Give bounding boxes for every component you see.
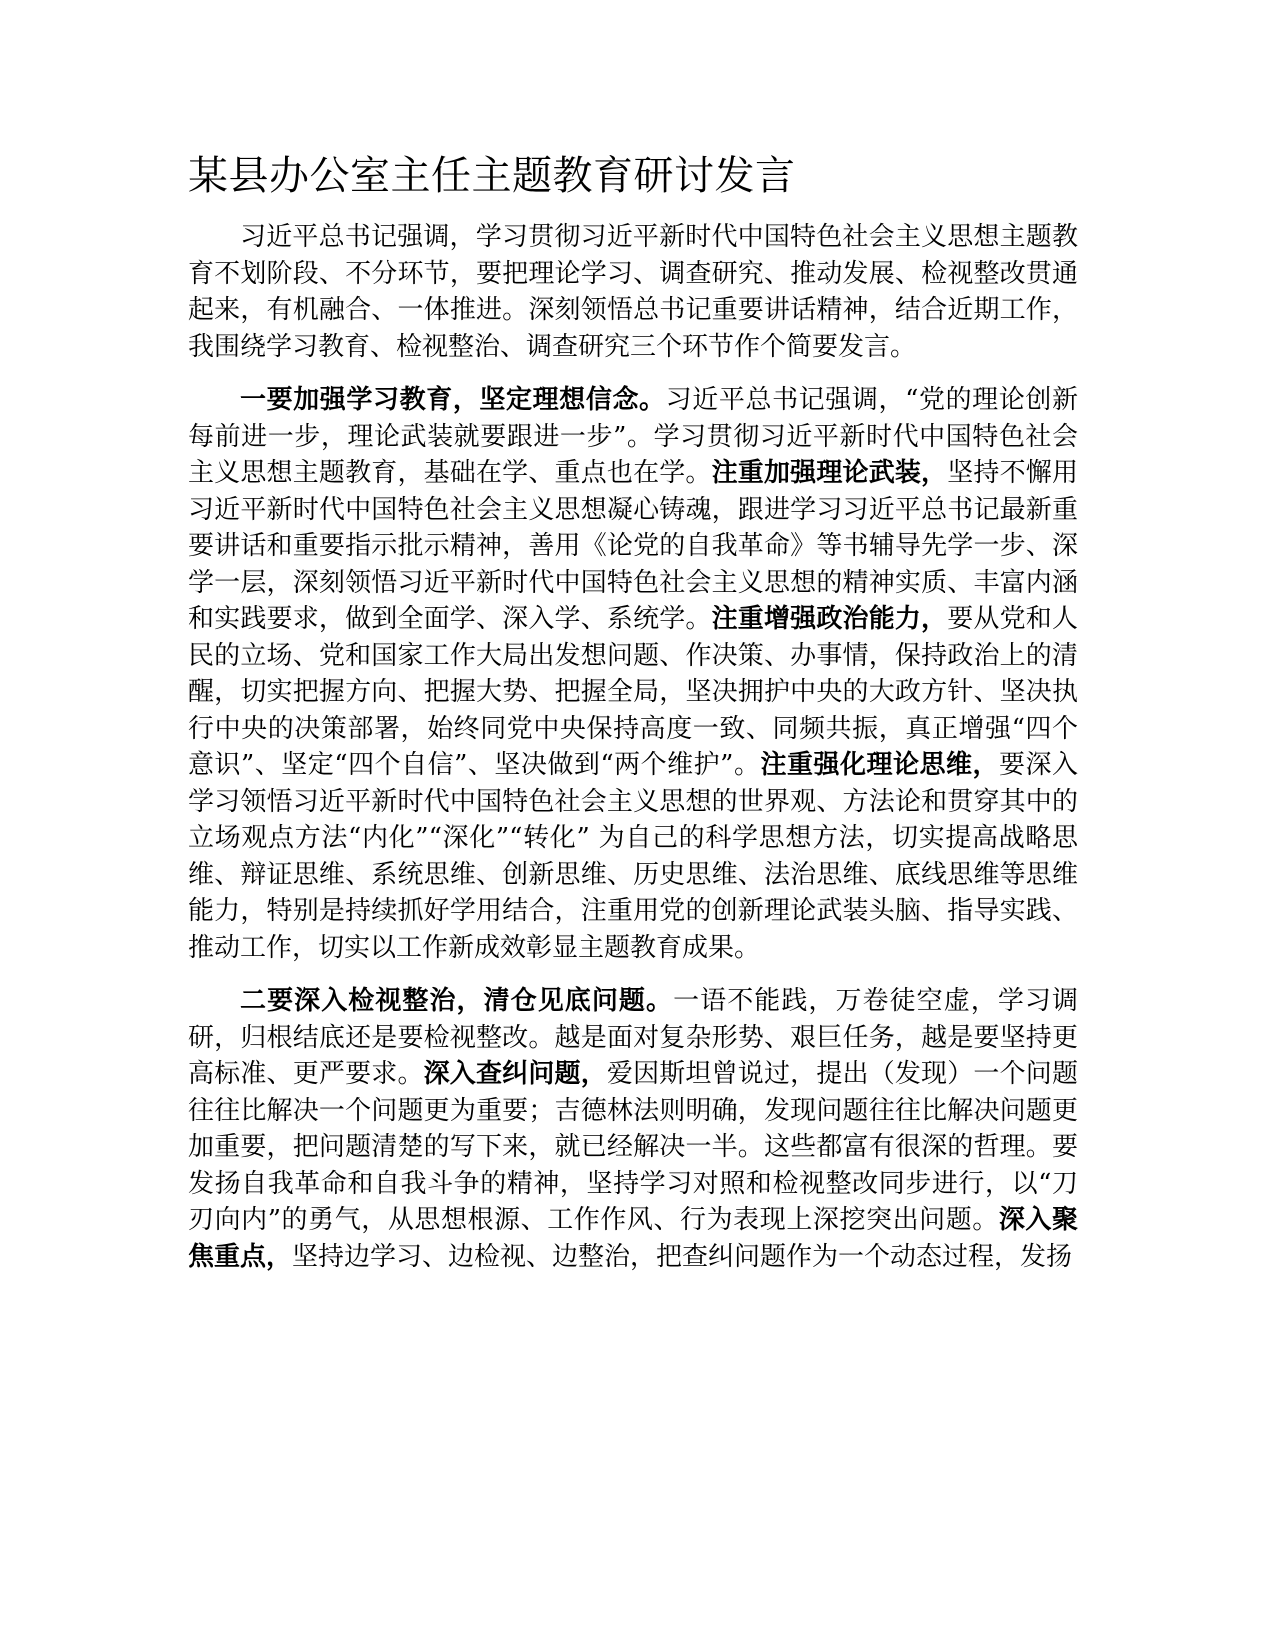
section-1-text-2: 坚持不懈用习近平新时代中国特色社会主义思想凝心铸魂，跟进学习习近平总书记最新重要讲话和重要指示批示精神，善用《论党的自我革命》等书辅导先学一步、深学一层，深刻领悟习近平新时代中国特色社会主义思想的精神实质、丰富内涵和实践要求，做到全面学、深入学、系统学。 [188, 458, 1078, 634]
section-1-point-3: 注重强化理论思维， [760, 750, 999, 780]
page-title: 某县办公室主任主题教育研讨发言 [188, 153, 796, 199]
section-2-text-1: 一语不能践，万卷徒空虚，学习调研，归根结底还是要检视整改。越是面对复杂形势、艰巨任务，越是要坚持更高标准、更严要求。 [188, 986, 1078, 1089]
section-1-text-3: 要从党和人民的立场、党和国家工作大局出发想问题、作决策、办事情，保持政治上的清醒，切实把握方向、把握大势、把握全局，坚决拥护中央的大政方针、坚决执行中央的决策部署，始终同党中央保持高度一致、同频共振，真正增强“四个意识”、坚定“四个自信”、坚决做到“两个维护”。 [188, 604, 1078, 780]
section-1-paragraph [188, 382, 1078, 966]
section-2-text-3: 坚持边学习、边检视、边整治，把查纠问题作为一个动态过程，发扬 [292, 1241, 1073, 1272]
section-1-text-1: 习近平总书记强调，“党的理论创新每前进一步，理论武装就要跟进一步”。学习贯彻习近平新时代中国特色社会主义思想主题教育，基础在学、重点也在学。 [188, 385, 1078, 488]
intro-paragraph: 习近平总书记强调，学习贯彻习近平新时代中国特色社会主义思想主题教育不划阶段、不分环节，要把理论学习、调查研究、推动发展、检视整改贯通起来，有机融合、一体推进。深刻领悟总书记重要讲话精神，结合近期工作，我围绕学习教育、检视整治、调查研究三个环节作个简要发言。 [188, 222, 1078, 362]
section-1-point-1: 注重加强理论武装， [711, 458, 948, 488]
section-2-text-2: 爱因斯坦曾说过，提出（发现）一个问题往往比解决一个问题更为重要；吉德林法则明确，发现问题往往比解决问题更加重要，把问题清楚的写下来，就已经解决一半。这些都富有很深的哲理。要发扬自我革命和自我斗争的精神，坚持学习对照和检视整改同步进行，以“刀刃向内”的勇气，从思想根源、工作作风、行为表现上深挖突出问题。 [188, 1059, 1078, 1235]
section-1-point-2: 注重增强政治能力， [711, 604, 948, 634]
section-2-point-2: 深入聚焦重点， [188, 1205, 1078, 1272]
section-1-text-4: 要深入学习领悟习近平新时代中国特色社会主义思想的世界观、方法论和贯穿其中的立场观点方法“内化”“深化”“转化” 为自己的科学思想方法，切实提高战略思维、辩证思维、系统思维、创新思维、历史思维、法治思维、底线思维等思维能力，特别是持续抓好学用结合，注重用党的创新理论武装头脑、指导实践、推动工作，切实以工作新成效彰显主题教育成果。 [188, 750, 1078, 963]
section-1-heading: 一要加强学习教育，坚定理想信念。 [240, 385, 666, 415]
section-2-paragraph [188, 983, 1078, 1275]
document-body [188, 148, 1078, 1292]
section-2-point-1: 深入查纠问题， [423, 1059, 607, 1089]
section-2-heading: 二要深入检视整治，清仓见底问题。 [240, 986, 674, 1016]
